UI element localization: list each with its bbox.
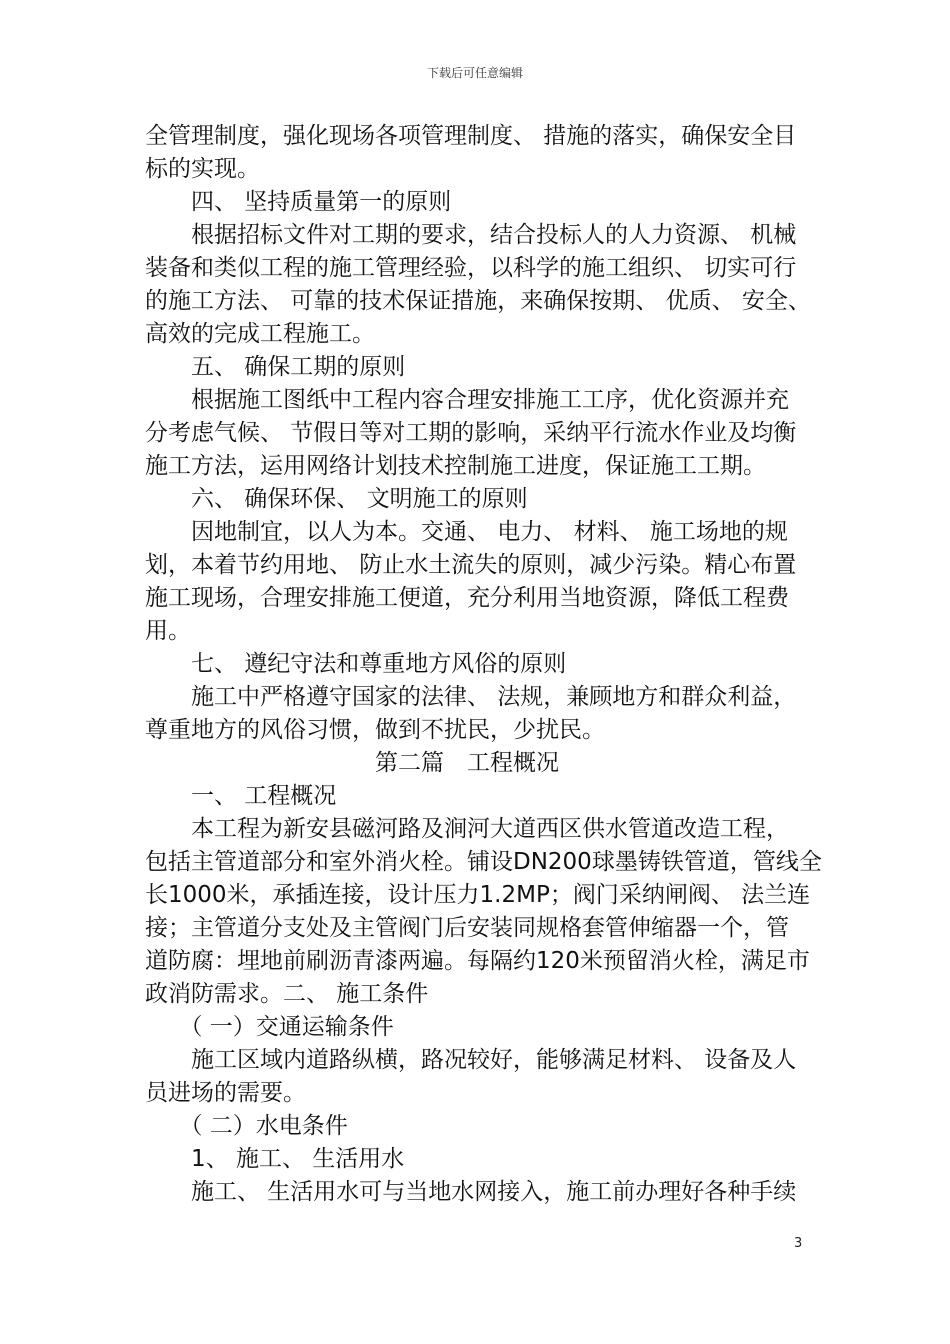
text-line: 尊重地方的风俗习惯，做到不扰民，少扰民。 xyxy=(145,717,605,743)
text-line: 划，本着节约用地、 防止水土流失的原则，减少污染。精心布置 xyxy=(145,552,797,578)
section-heading: 五、 确保工期的原则 xyxy=(145,354,406,380)
text-line: 装备和类似工程的施工管理经验，以科学的施工组织、 切实可行 xyxy=(145,255,797,281)
text-line: 施工现场，合理安排施工便道，充分利用当地资源，降低工程费 xyxy=(145,585,789,611)
text-line: 因地制宜，以人为本。交通、 电力、 材料、 施工场地的规 xyxy=(145,519,788,545)
text-line: 全管理制度，强化现场各项管理制度、 措施的落实，确保安全目 xyxy=(145,123,797,149)
text-line: 施工、 生活用水可与当地水网接入，施工前办理好各种手续 xyxy=(145,1179,797,1205)
text-line: 施工中严格遵守国家的法律、 法规，兼顾地方和群众利益， xyxy=(145,684,797,710)
text-line: 根据施工图纸中工程内容合理安排施工工序，优化资源并充 xyxy=(145,387,789,413)
sub-heading: （ 二）水电条件 xyxy=(145,1113,348,1139)
section-heading: 一、 工程概况 xyxy=(145,783,337,809)
text-line: 高效的完成工程施工。 xyxy=(145,321,375,347)
page-number: 3 xyxy=(794,1236,803,1251)
sub-heading: （ 一）交通运输条件 xyxy=(145,1014,394,1040)
text-line: 本工程为新安县磁河路及涧河大道西区供水管道改造工程， xyxy=(145,816,789,842)
section-heading: 四、 坚持质量第一的原则 xyxy=(145,189,452,215)
text-line: 分考虑气候、 节假日等对工期的影响，采纳平行流水作业及均衡 xyxy=(145,420,797,446)
text-line: 政消防需求。二、 施工条件 xyxy=(145,981,429,1007)
text-line: 的施工方法、 可靠的技术保证措施，来确保按期、 优质、 安全、 xyxy=(145,288,811,314)
text-line: 用。 xyxy=(145,618,191,644)
text-line: 接；主管道分支处及主管阀门后安装同规格套管伸缩器一个，管 xyxy=(145,915,789,941)
text-line: 施工区域内道路纵横，路况较好，能够满足材料、 设备及人 xyxy=(145,1047,797,1073)
text-line: 施工方法，运用网络计划技术控制施工进度，保证施工工期。 xyxy=(145,453,766,479)
text-line: 标的实现。 xyxy=(145,156,260,182)
page-header: 下载后可任意编辑 xyxy=(426,66,523,80)
text-line: 根据招标文件对工期的要求，结合投标人的人力资源、 机械 xyxy=(145,222,797,248)
section-heading: 七、 遵纪守法和尊重地方风俗的原则 xyxy=(145,651,567,677)
text-line: 道防腐：埋地前刷沥青漆两遍。每隔约120米预留消火栓，满足市 xyxy=(145,948,810,974)
text-line: 包括主管道部分和室外消火栓。铺设DN200球墨铸铁管道，管线全 xyxy=(145,849,822,875)
sub-heading: 1、 施工、 生活用水 xyxy=(145,1146,405,1172)
text-line: 长1000米，承插连接，设计压力1.2MP；阀门采纳闸阀、 法兰连 xyxy=(145,882,811,908)
section-heading: 六、 确保环保、 文明施工的原则 xyxy=(145,486,528,512)
chapter-title: 第二篇 工程概况 xyxy=(145,750,559,776)
text-line: 员进场的需要。 xyxy=(145,1080,306,1106)
